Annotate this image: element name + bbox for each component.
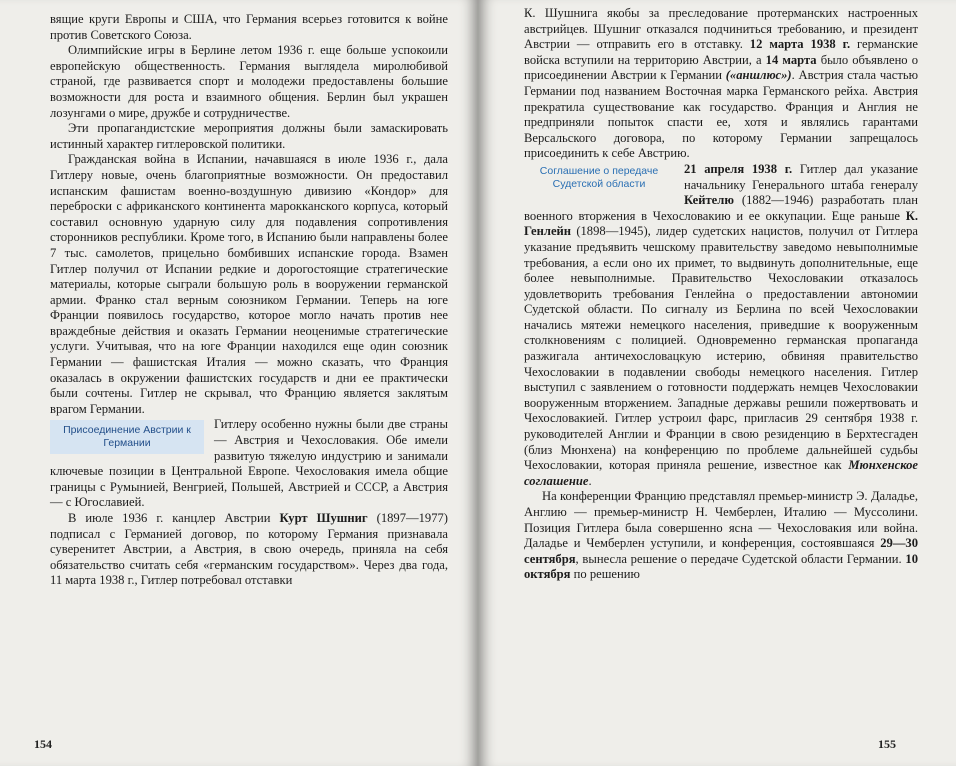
- paragraph: Эти пропагандистские мероприятия должны были замаскировать истинный характер гитлеровской политики.: [50, 121, 448, 151]
- bold-name: Кейтелю: [684, 193, 734, 208]
- page-number: 154: [34, 737, 52, 751]
- text-run: К. Шушнига якобы за преследование протерманских настроенных австрийцев. Шушниг отказался подчиниться требованию, и президент Австрии — отправить его в отставку.: [524, 6, 918, 52]
- paragraph: вящие круги Европы и США, что Германия всерьез готовится к войне против Советского Союза.: [50, 12, 448, 42]
- paragraph: Гитлеру особенно нужны были две страны — Австрия и Чехословакия. Обе имели развитую тяжелую индустрию и занимали ключевые позиции в Центральной Европе. Чехословакия имела общие границы с Румынией, Венгрией, Польшей, Австрией и СССР, а Австрия — с Югославией.: [50, 417, 448, 510]
- text-run: по решению: [570, 567, 640, 582]
- bold-date: 21 апреля 1938 г.: [684, 161, 793, 176]
- text-run: (1897—1977) подписал с Германией договор, по которому Германия признавала суверенитет Австрии, а Австрия, в свою очередь, приняла на себя обязательство считать себя «германским государством». Через два года, 11 марта 1938 г., Гитлер потребовал отставки: [50, 511, 448, 588]
- margin-heading-austria: Присоединение Австрии к Германии: [50, 420, 204, 454]
- text-run: , вынесла решение о передаче Судетской области Германии.: [575, 551, 906, 566]
- right-page: [478, 0, 956, 766]
- text-run: .: [588, 473, 592, 488]
- paragraph: [524, 162, 918, 489]
- text-run: На конференции Францию представлял премьер-министр Э. Даладье, Англию — премьер-министр Н. Чемберлен, Италию — Муссолини. Позиция Гитлера была совершенно ясна — Чехословакия или война. Даладье и Чемберлен уступили, и конференция, состоявшаяся: [524, 489, 918, 551]
- bold-date: 29—30 сентября: [524, 536, 918, 566]
- bold-italic-term: Мюнхенское соглашение: [524, 458, 918, 488]
- text-run: (1882—1946) разработать план военного вторжения в Чехословакию и ее оккупации. Еще раньше: [524, 193, 918, 223]
- text-run: было объявлено о присоединении Австрии к Германии: [524, 52, 918, 83]
- paragraph: [524, 6, 918, 162]
- paragraph: Гражданская война в Испании, начавшаяся в июле 1936 г., дала Гитлеру новые, очень благоприятные возможности. Он предоставил испанским фашистам военно-воздушную дивизию «Кондор» для переброски с африканского континента марокканского корпуса, который составил основную ударную силу для подавления сопротивления сторонников республики. Кроме того, в Испанию были направлены более 7 тыс. самолетов, прицельно бомбивших испанские города. Взамен Гитлер получил от Испании редкие и дорогостоящие стратегические материалы, которые сыграли большую роль в вооружении германской армии. Франко стал верным союзником Германии. Теперь на юге Франции появилось государство, которое могло начать против нее враждебные действия и оказать Германии неоценимые стратегические услуги. Учитывая, что на юге Франции находился еще один союзник Германии — фашистская Италия — можно сказать, что Франция оказалась в окружении фашистских государств и дни ее практически были сочтены. Гитлер не скрывал, что Францию является заклятым врагом Германии.: [50, 152, 448, 416]
- bold-name: К. Генлейн: [524, 208, 918, 239]
- text-run: (1898—1945), лидер судетских нацистов, получил от Гитлера указание предъявить чешскому правительству заведомо невыполнимые требования, а если оно их примет, то выдвинуть дополнительные, еще более невыполнимые. Правительство Чехословакии отказалось удовлетворить требования Генлейна о предоставлении автономии Судетской области. По сигналу из Берлина по всей Чехословакии начались мятежи немецкого населения, приведшие к вооруженным столкновениям с полицией. Одновременно германская пропаганда разжигала античехословацкую истерию, обвиняя правительство Чехословакии в подавлении свободы немецкого населения. Гитлер выступил с заявлением о готовности поддержать немцев Чехословакии вооруженным вторжением. Западные державы решили пожертвовать и Чехословакией. Гитлер устроил фарс, пригласив 29 сентября 1938 г. руководителей Англии и Франции в свою резиденцию в Берхтесгаден (близ Мюнхена) на конференцию по проблеме дальнейшей судьбы Чехословакии, которая приняла решение, известное как: [524, 224, 918, 473]
- text-run: . Австрия стала частью Германии под названием Восточная марка Германского рейха. Австрия прекратила существование как государство. Франция и Англия не предприняли попыток спасти ее, хотя и являлись гарантами Версальского договора, по которому Германии запрещалось присоединить к себе Австрию.: [524, 68, 918, 161]
- bold-date: 12 марта 1938 г.: [749, 37, 851, 52]
- margin-heading-sudeten: Соглашение о передаче Судетской области: [539, 164, 659, 190]
- bold-date: 14 марта: [765, 52, 817, 67]
- text-run: германские войска вступили на территорию Австрии, а: [524, 37, 918, 67]
- page-number: 155: [878, 737, 896, 751]
- bold-name: Курт Шушниг: [279, 511, 368, 525]
- paragraph: [524, 489, 918, 583]
- paragraph: Олимпийские игры в Берлине летом 1936 г. еще больше успокоили европейскую общественность. Германия выглядела миролюбивой страной, где развивается спорт и молодежи предоставлены большие возможности для роста и взаимного общения. Берлин был украшен лозунгами о мире, дружбе и сотрудничестве.: [50, 43, 448, 120]
- paragraph: [50, 511, 448, 589]
- text-run: В июле 1936 г. канцлер Австрии: [68, 511, 280, 525]
- bold-date: 10 октября: [524, 551, 918, 582]
- bold-italic-term: («аншлюс»): [725, 68, 792, 83]
- text-run: Гитлер дал указание начальнику Генерального штаба генералу: [684, 161, 918, 192]
